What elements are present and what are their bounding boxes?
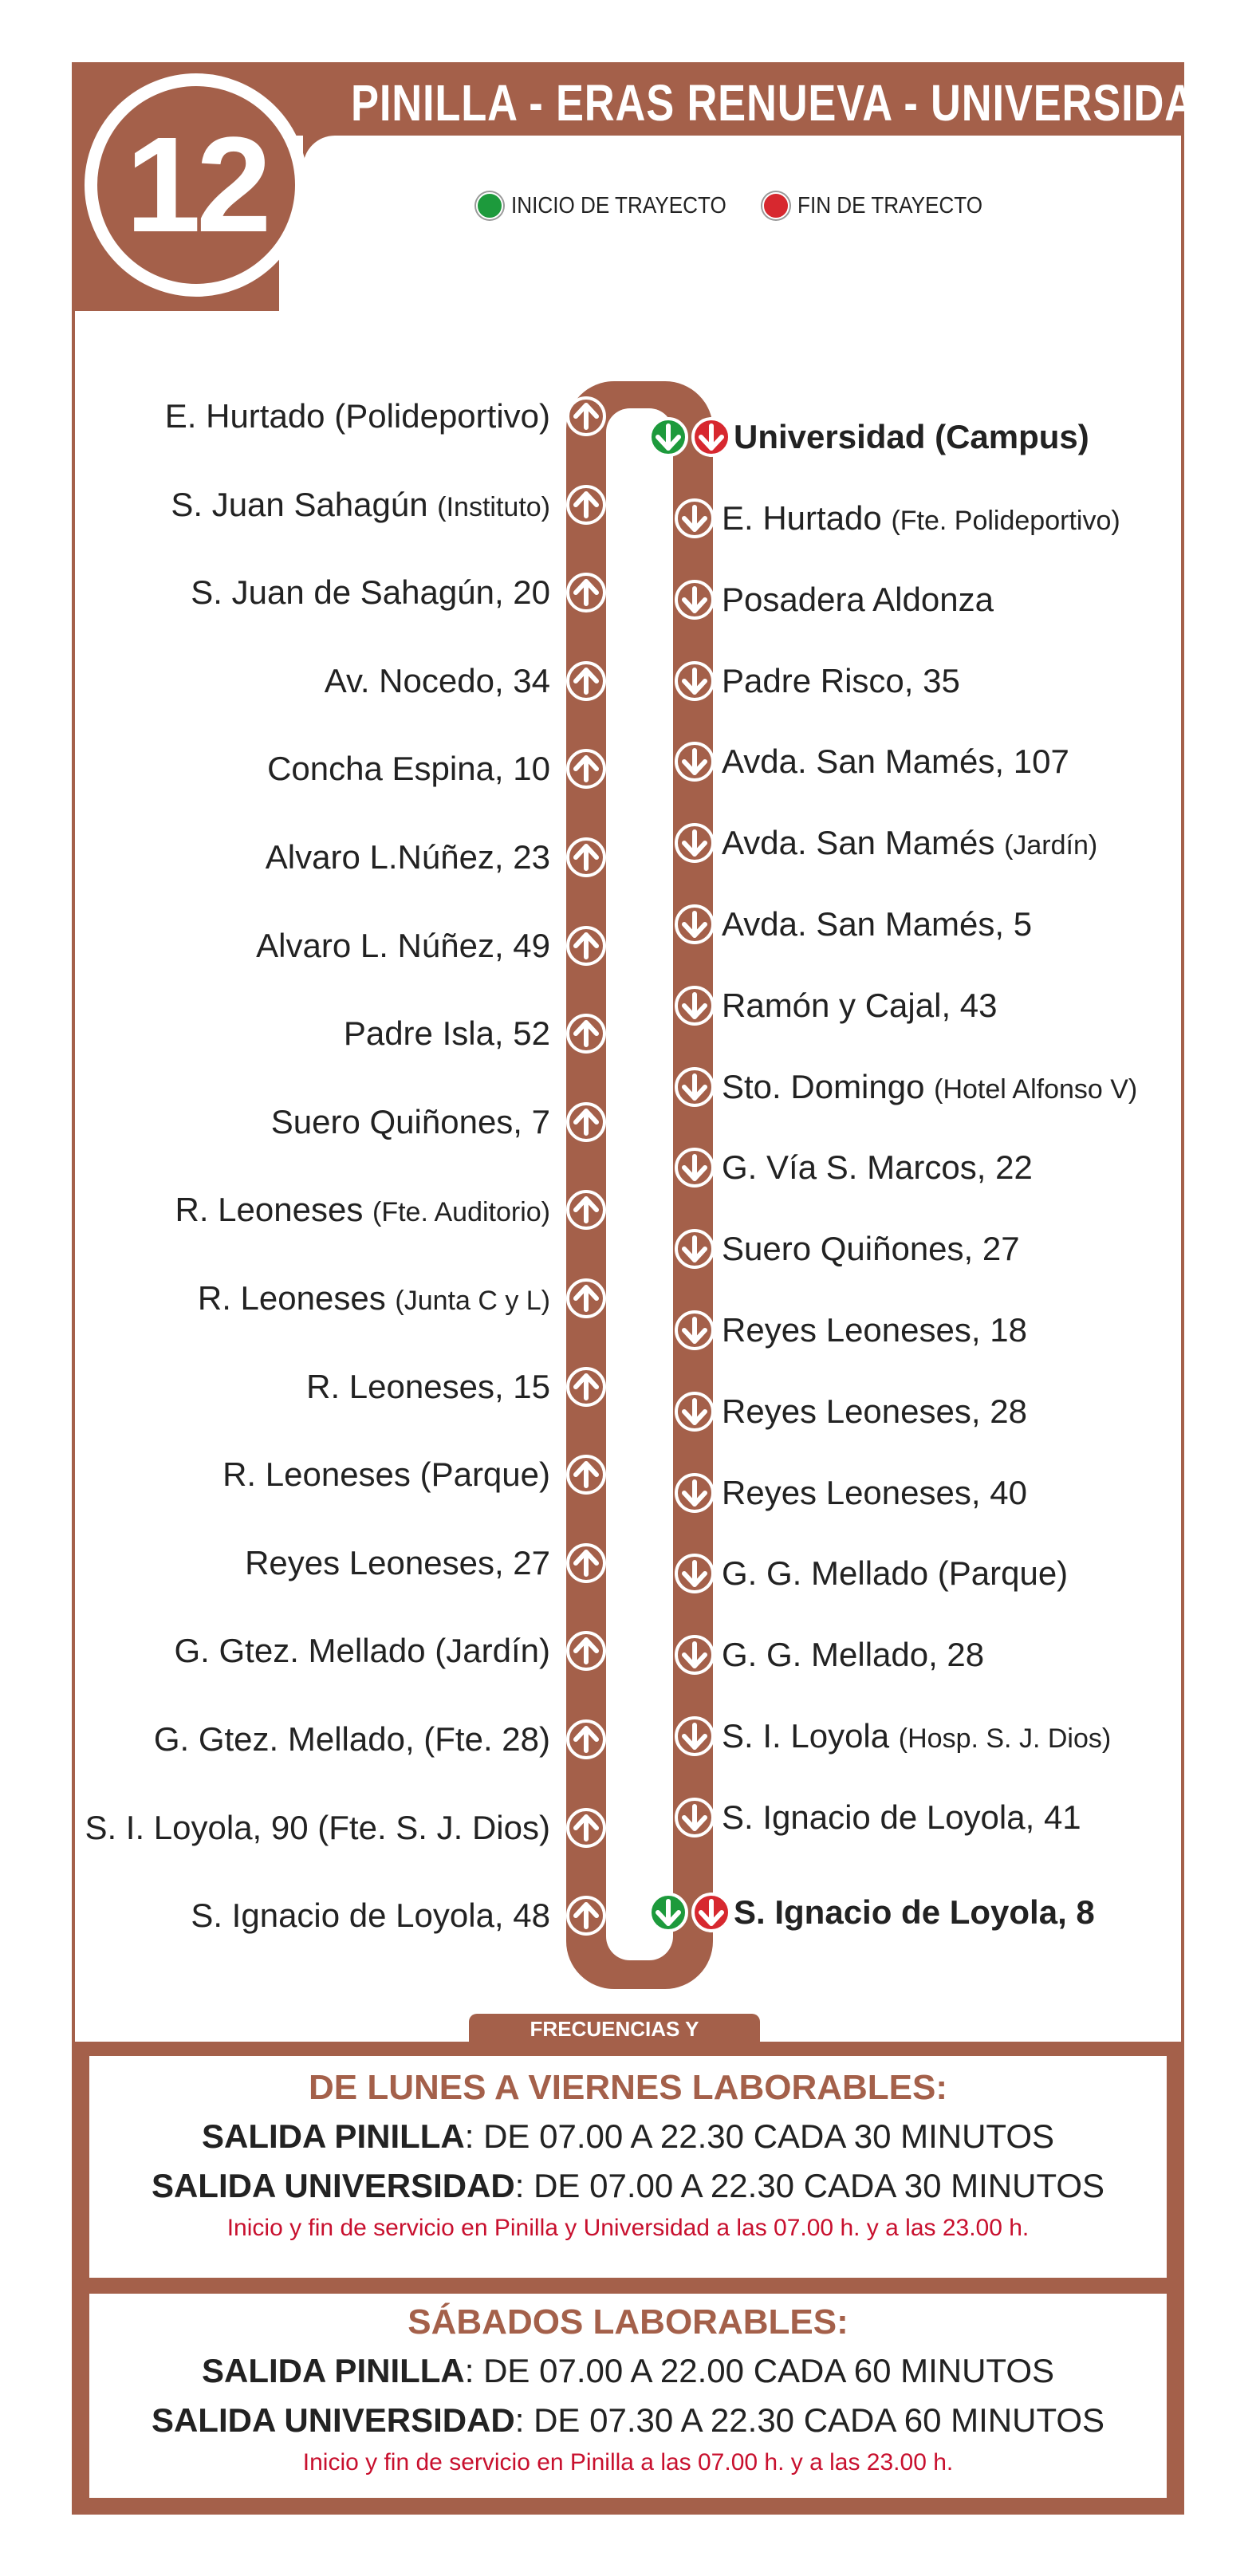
down-arrow-icon xyxy=(674,1391,715,1432)
saturday-schedule-panel xyxy=(89,2294,1167,2498)
weekday-line-pinilla-label: SALIDA PINILLA xyxy=(201,2117,465,2155)
right-stop-label xyxy=(722,576,994,624)
left-stop-label xyxy=(191,1892,550,1940)
left-stop-label xyxy=(191,569,550,616)
saturday-line-universidad-label: SALIDA UNIVERSIDAD xyxy=(151,2401,515,2439)
right-stop-name: Ramón y Cajal, 43 xyxy=(722,986,998,1024)
saturday-line-pinilla-label: SALIDA PINILLA xyxy=(201,2352,465,2389)
down-arrow-icon xyxy=(674,985,715,1026)
right-stop-name: E. Hurtado xyxy=(722,499,892,537)
down-arrow-icon xyxy=(674,1797,715,1838)
right-stop-name: G. Vía S. Marcos, 22 xyxy=(722,1148,1033,1187)
left-stop-name: R. Leoneses xyxy=(175,1191,373,1229)
right-stop-label xyxy=(734,413,1089,461)
right-stop-name: G. G. Mellado (Parque) xyxy=(722,1554,1069,1593)
weekday-note: Inicio y fin de servicio en Pinilla y Universidad a las 07.00 h. y a las 23.00 h. xyxy=(226,2215,1030,2241)
left-stop-name: Alvaro L. Núñez, 49 xyxy=(256,926,550,964)
down-arrow-icon xyxy=(674,579,715,620)
left-stop-label xyxy=(344,1010,550,1058)
right-stop-label xyxy=(722,900,1032,948)
up-arrow-icon xyxy=(565,925,607,967)
left-stop-label xyxy=(165,392,550,440)
weekday-line-universidad-label: SALIDA UNIVERSIDAD xyxy=(151,2167,515,2204)
up-arrow-icon xyxy=(565,1542,607,1584)
right-stop-label xyxy=(722,1550,1068,1597)
left-stop-label xyxy=(245,1539,550,1587)
left-stop-label xyxy=(267,745,550,793)
left-stop-name: S. Ignacio de Loyola, 48 xyxy=(191,1897,550,1935)
right-stop-name: Reyes Leoneses, 28 xyxy=(722,1392,1027,1430)
route-number: 12 xyxy=(125,109,267,261)
green-dot-icon xyxy=(476,192,503,219)
left-stop-name: R. Leoneses xyxy=(197,1279,396,1317)
up-arrow-icon xyxy=(565,1366,607,1408)
left-stop-label xyxy=(175,1627,551,1675)
up-arrow-icon xyxy=(565,1013,607,1054)
up-arrow-icon xyxy=(565,572,607,613)
legend-end-label: FIN DE TRAYECTO xyxy=(797,192,983,219)
up-arrow-icon xyxy=(565,1630,607,1672)
right-stop-label xyxy=(722,1794,1081,1841)
left-stop-label xyxy=(325,657,550,705)
weekday-schedule-panel xyxy=(89,2056,1167,2278)
right-stop-name: S. Ignacio de Loyola, 41 xyxy=(722,1798,1081,1836)
weekday-line-pinilla-value: : DE 07.00 A 22.30 CADA 30 MINUTOS xyxy=(464,2117,1055,2155)
right-stop-name: Avda. San Mamés xyxy=(722,824,1005,862)
left-stop-name: R. Leoneses, 15 xyxy=(306,1367,550,1405)
down-arrow-icon xyxy=(674,904,715,945)
left-stop-detail: (Instituto) xyxy=(437,491,550,522)
down-arrow-icon xyxy=(674,1147,715,1188)
weekday-line-universidad-value: : DE 07.00 A 22.30 CADA 30 MINUTOS xyxy=(514,2167,1105,2204)
saturday-line-pinilla xyxy=(89,2346,1167,2396)
down-arrow-icon xyxy=(674,1310,715,1351)
left-stop-label xyxy=(256,922,550,970)
right-stop-name: Avda. San Mamés, 107 xyxy=(722,742,1069,781)
up-arrow-icon xyxy=(565,1454,607,1495)
weekday-line-pinilla xyxy=(89,2112,1167,2161)
saturday-line-universidad-value: : DE 07.30 A 22.30 CADA 60 MINUTOS xyxy=(514,2401,1105,2439)
left-stop-detail: (Fte. Auditorio) xyxy=(372,1197,550,1228)
left-stop-name: Reyes Leoneses, 27 xyxy=(245,1543,550,1581)
right-stop-label xyxy=(722,1225,1020,1273)
saturday-line-universidad xyxy=(89,2396,1167,2445)
up-arrow-icon xyxy=(565,1895,607,1936)
down-arrow-icon xyxy=(674,1472,715,1514)
left-stop-label xyxy=(175,1186,550,1234)
legend-end xyxy=(762,190,1003,222)
right-stop-name: S. Ignacio de Loyola, 8 xyxy=(734,1893,1095,1931)
right-stop-label xyxy=(722,1306,1027,1354)
down-arrow-icon xyxy=(674,498,715,539)
up-arrow-icon xyxy=(565,660,607,702)
right-stop-label xyxy=(722,1631,984,1679)
down-arrow-icon xyxy=(674,1553,715,1594)
left-stop-label xyxy=(154,1715,550,1763)
right-stop-label xyxy=(734,1889,1095,1936)
up-arrow-icon xyxy=(565,1807,607,1849)
saturday-line-pinilla-value: : DE 07.00 A 22.00 CADA 60 MINUTOS xyxy=(464,2352,1055,2389)
right-stop-name: Universidad (Campus) xyxy=(734,418,1089,455)
down-arrow-icon xyxy=(674,1715,715,1757)
left-stop-name: Alvaro L.Núñez, 23 xyxy=(265,838,550,876)
right-stop-detail: (Hosp. S. J. Dios) xyxy=(898,1723,1112,1754)
left-stop-label xyxy=(85,1804,550,1852)
left-stop-name: Concha Espina, 10 xyxy=(267,750,550,788)
down-arrow-icon xyxy=(674,1066,715,1108)
frequencies-tab: FRECUENCIAS Y xyxy=(469,2014,760,2044)
left-stop-name: Av. Nocedo, 34 xyxy=(324,661,550,699)
right-stop-label xyxy=(722,494,1120,542)
start-marker-icon xyxy=(648,416,689,458)
right-stop-label xyxy=(722,819,1097,867)
down-arrow-icon xyxy=(674,741,715,782)
right-stop-detail: (Jardín) xyxy=(1004,830,1098,861)
left-stop-label xyxy=(306,1363,550,1411)
right-stop-name: Padre Risco, 35 xyxy=(722,661,960,699)
left-stop-label xyxy=(266,833,550,881)
up-arrow-icon xyxy=(565,748,607,790)
left-stop-name: S. Juan de Sahagún, 20 xyxy=(191,573,550,612)
weekday-heading: DE LUNES A VIERNES LABORABLES: xyxy=(308,2068,948,2107)
right-stop-detail: (Hotel Alfonso V) xyxy=(934,1073,1138,1105)
red-dot-icon xyxy=(762,192,789,219)
route-loop-inner xyxy=(606,408,673,1960)
right-stop-name: S. I. Loyola xyxy=(722,1717,899,1755)
right-stop-name: Sto. Domingo xyxy=(722,1067,935,1105)
right-stop-name: G. G. Mellado, 28 xyxy=(722,1636,985,1674)
left-stop-detail: (Junta C y L) xyxy=(395,1286,550,1316)
up-arrow-icon xyxy=(565,484,607,526)
left-stop-label xyxy=(222,1451,550,1499)
up-arrow-icon xyxy=(565,1101,607,1143)
down-arrow-icon xyxy=(674,1228,715,1270)
right-stop-label xyxy=(722,1144,1033,1191)
left-stop-label xyxy=(171,481,550,529)
right-stop-label xyxy=(722,1712,1111,1760)
end-marker-icon xyxy=(691,416,732,458)
saturday-heading: SÁBADOS LABORABLES: xyxy=(408,2302,848,2342)
down-arrow-icon xyxy=(674,822,715,864)
right-stop-name: Reyes Leoneses, 18 xyxy=(722,1311,1027,1349)
right-stop-label xyxy=(722,982,998,1030)
left-stop-name: G. Gtez. Mellado, (Fte. 28) xyxy=(153,1720,550,1758)
left-stop-name: E. Hurtado (Polideportivo) xyxy=(164,397,550,435)
left-stop-name: R. Leoneses (Parque) xyxy=(222,1455,550,1494)
legend-start-label: INICIO DE TRAYECTO xyxy=(511,192,726,219)
logo-corner xyxy=(303,136,335,167)
weekday-line-universidad xyxy=(89,2161,1167,2211)
right-stop-label xyxy=(722,738,1069,786)
end-marker-icon xyxy=(691,1892,732,1933)
down-arrow-icon xyxy=(674,660,715,702)
up-arrow-icon xyxy=(565,1278,607,1319)
right-stop-label xyxy=(722,1388,1027,1436)
down-arrow-icon xyxy=(674,1634,715,1676)
right-stop-name: Suero Quiñones, 27 xyxy=(722,1230,1020,1268)
right-stop-name: Posadera Aldonza xyxy=(722,580,994,618)
left-stop-name: Padre Isla, 52 xyxy=(343,1014,550,1053)
left-stop-name: Suero Quiñones, 7 xyxy=(270,1102,550,1140)
route-title: PINILLA - ERAS RENUEVA - UNIVERSIDAD xyxy=(351,74,1226,132)
up-arrow-icon xyxy=(565,837,607,878)
right-stop-label xyxy=(722,657,960,705)
right-stop-name: Reyes Leoneses, 40 xyxy=(722,1473,1027,1511)
legend-start xyxy=(476,190,750,222)
left-stop-name: S. Juan Sahagún xyxy=(171,485,438,523)
left-stop-name: S. I. Loyola, 90 (Fte. S. J. Dios) xyxy=(85,1808,550,1846)
right-stop-label xyxy=(722,1063,1137,1111)
right-stop-label xyxy=(722,1469,1027,1517)
up-arrow-icon xyxy=(565,396,607,437)
left-stop-label xyxy=(271,1098,550,1146)
saturday-note: Inicio y fin de servicio en Pinilla a las 07.00 h. y a las 23.00 h. xyxy=(302,2449,954,2476)
up-arrow-icon xyxy=(565,1189,607,1231)
left-stop-label xyxy=(198,1274,550,1322)
start-marker-icon xyxy=(648,1892,689,1933)
right-stop-detail: (Fte. Polideportivo) xyxy=(891,506,1120,536)
left-stop-name: G. Gtez. Mellado (Jardín) xyxy=(174,1632,550,1670)
up-arrow-icon xyxy=(565,1719,607,1760)
right-stop-name: Avda. San Mamés, 5 xyxy=(722,905,1033,943)
